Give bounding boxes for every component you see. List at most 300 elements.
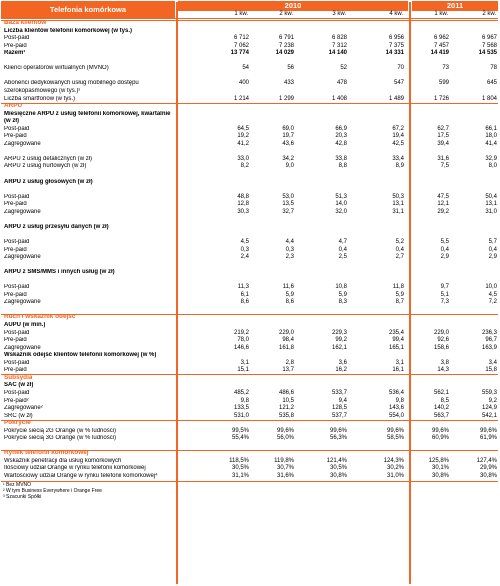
cell-value: 146,6 (233, 344, 249, 351)
cell-value: 125,8% (428, 457, 449, 464)
cell-value: 13,1 (485, 201, 497, 208)
cell-value: 124,9 (481, 405, 497, 412)
row-label: Razem¹ (4, 50, 26, 57)
row-label: szerokopasmowego (w tys.)³ (4, 87, 81, 94)
row-label: Subsydia (4, 374, 33, 381)
cell-value: 33,8 (335, 155, 347, 162)
cell-value: 2,4 (240, 254, 249, 261)
cell-value: 66,1 (485, 125, 497, 132)
cell-value: 31,1 (392, 208, 404, 215)
cell-value: 99,5% (231, 427, 249, 434)
table-row (1, 398, 498, 405)
cell-value: 554,0 (388, 412, 404, 419)
cell-value: 9,4 (338, 397, 347, 404)
row-label: Klienci operatorów wirtualnych (MVNO) (4, 65, 109, 72)
cell-value: 99,6% (276, 427, 294, 434)
cell-value: 29,2 (437, 208, 449, 215)
cell-value: 17,5 (437, 133, 449, 140)
row-label: Zagregowane (4, 208, 41, 215)
cell-value: 58,5% (386, 435, 404, 442)
cell-value: 61,9% (479, 435, 497, 442)
section-header-row (1, 375, 498, 382)
row-label: Pokrycie siecią 2G Orange (w % ludności) (4, 427, 117, 434)
cell-value: 54 (242, 65, 249, 72)
cell-value: 99,6% (479, 427, 497, 434)
subheader-row (1, 382, 498, 389)
section-header-row (1, 103, 498, 110)
cell-value: 32,9 (485, 155, 497, 162)
spacer-row (1, 216, 498, 223)
cell-value: 47,5 (437, 193, 449, 200)
cell-value: 11,8 (392, 284, 404, 291)
cell-value: 70 (397, 65, 404, 72)
cell-value: 400 (238, 80, 249, 87)
cell-value: 69,0 (282, 125, 294, 132)
cell-value: 5,9 (285, 291, 294, 298)
row-label: Post-paid (4, 125, 30, 132)
row-label: ARPU z usług przesyłu danych (w zł) (4, 223, 109, 230)
year-2011-label: 2011 (446, 1, 464, 10)
cell-value: 0,4 (488, 246, 497, 253)
cell-value: 3,1 (240, 359, 249, 366)
cell-value: 162,1 (331, 344, 347, 351)
cell-value: 66,9 (335, 125, 347, 132)
cell-value: 60,9% (431, 435, 449, 442)
spacer-row (1, 73, 498, 80)
table-row (1, 367, 498, 374)
cell-value: 7 062 (233, 42, 249, 49)
cell-value: 14 331 (385, 50, 404, 57)
cell-value: 537,7 (331, 412, 347, 419)
cell-value: 13,5 (282, 201, 294, 208)
cell-value: 478 (336, 80, 347, 87)
cell-value: 121,2 (278, 405, 294, 412)
cell-value: 4,7 (338, 238, 347, 245)
table-row (1, 299, 498, 306)
quarter-label: 1 kw. (434, 11, 448, 17)
spacer-row (1, 231, 498, 238)
cell-value: 56,3% (329, 435, 347, 442)
table-row (1, 473, 498, 480)
cell-value: 8,6 (285, 299, 294, 306)
cell-value: 163,9 (481, 344, 497, 351)
quarter-label: 4 kw. (389, 11, 403, 17)
cell-value: 547 (393, 80, 404, 87)
row-label: Pokrycie (4, 420, 31, 427)
row-label: Zagregowane (4, 254, 41, 261)
cell-value: 1 408 (331, 95, 347, 102)
cell-value: 99,6% (386, 427, 404, 434)
row-label: Wskaźnik penetracji dla usług komórkowych (4, 457, 122, 464)
cell-value: 7 238 (278, 42, 294, 49)
cell-value: 5,9 (338, 291, 347, 298)
footnote: ² W tym Business Everywhere i Orange Free (3, 487, 102, 494)
cell-value: 31,0 (485, 208, 497, 215)
year-2010-label: 2010 (284, 1, 302, 10)
cell-value: 7 312 (331, 42, 347, 49)
cell-value: 30,8% (479, 473, 497, 479)
cell-value: 55,4% (231, 435, 249, 442)
subheader-row (1, 322, 498, 329)
cell-value: 8,2 (240, 163, 249, 170)
cell-value: 140,2 (433, 405, 449, 412)
row-label: Post-paid (4, 329, 30, 336)
cell-value: 73 (442, 65, 449, 72)
cell-value: 5,9 (395, 291, 404, 298)
footnote: ³ Szacunki Spółki (3, 493, 42, 500)
cell-value: 7,3 (440, 299, 449, 306)
section-header-row (1, 314, 498, 321)
row-label: Pre-paid (4, 367, 27, 374)
cell-value: 6 828 (331, 35, 347, 42)
quarter-label: 2 kw. (482, 11, 496, 17)
row-label: Post-paid (4, 389, 30, 396)
subheader-row (1, 118, 498, 125)
cell-value: 14 535 (478, 50, 497, 57)
row-label: Zagregowane (4, 299, 41, 306)
cell-value: 52 (340, 65, 347, 72)
cell-value: 1 214 (233, 95, 249, 102)
cell-value: 41,2 (237, 140, 249, 147)
cell-value: 10,8 (335, 284, 347, 291)
spacer-row (1, 186, 498, 193)
table-row (1, 80, 498, 87)
cell-value: 12,8 (237, 201, 249, 208)
spacer-row (1, 307, 498, 314)
cell-value: 535,8 (278, 412, 294, 419)
cell-value: 127,4% (476, 457, 497, 464)
cell-value: 6 962 (433, 35, 449, 42)
cell-value: 236,3 (481, 329, 497, 336)
cell-value: 11,6 (282, 284, 294, 291)
cell-value: 18,0 (485, 133, 497, 140)
row-label: Post-paid (4, 35, 30, 42)
subheader-row (1, 269, 498, 276)
row-label: Pre-paid (4, 291, 27, 298)
cell-value: 16,1 (392, 367, 404, 374)
cell-value: 15,8 (485, 367, 497, 374)
cell-value: 9,0 (285, 163, 294, 170)
cell-value: 3,4 (488, 359, 497, 366)
row-label: Post-paid (4, 359, 30, 366)
cell-value: 5,2 (395, 238, 404, 245)
cell-value: 133,5 (233, 405, 249, 412)
cell-value: 0,4 (395, 246, 404, 253)
cell-value: 229,3 (331, 329, 347, 336)
table-row (1, 247, 498, 254)
cell-value: 43,6 (282, 140, 294, 147)
cell-value: 645 (486, 80, 497, 87)
cell-value: 533,7 (331, 389, 347, 396)
cell-value: 119,8% (274, 457, 294, 464)
cell-value: 64,5 (237, 125, 249, 132)
cell-value: 235,4 (388, 329, 404, 336)
row-label: Pre-paid (4, 201, 27, 208)
cell-value: 485,2 (233, 389, 249, 396)
footnote: ¹ Bez MVNO (3, 481, 32, 488)
cell-value: 3,8 (440, 359, 449, 366)
table-row (1, 201, 498, 208)
cell-value: 2,3 (285, 254, 294, 261)
cell-value: 29,9% (479, 465, 497, 472)
spacer-row (1, 148, 498, 155)
cell-value: 4,5 (240, 238, 249, 245)
cell-value: 124,3% (383, 457, 404, 464)
cell-value: 2,9 (488, 254, 497, 261)
cell-value: 42,5 (392, 140, 404, 147)
subheader-row (1, 352, 498, 359)
cell-value: 8,8 (338, 163, 347, 170)
cell-value: 10,5 (282, 397, 294, 404)
row-label: Liczba smartfonów (w tys.) (4, 95, 76, 102)
cell-value: 9,8 (240, 397, 249, 404)
cell-value: 128,5 (331, 405, 347, 412)
cell-value: 165,1 (388, 344, 404, 351)
table-row (1, 163, 498, 170)
row-label: Pre-paid (4, 42, 27, 49)
cell-value: 9,2 (488, 397, 497, 404)
cell-value: 39,4 (437, 140, 449, 147)
table-row (1, 96, 498, 103)
row-label: Zagregowane (4, 344, 41, 351)
cell-value: 14 029 (275, 50, 294, 57)
row-label: Pre-paid² (4, 397, 29, 404)
row-label: ARPU z usług detalicznych (w zł) (4, 155, 93, 162)
row-label: ARPU z usług hurtowych (w zł) (4, 163, 87, 170)
cell-value: 13 774 (230, 50, 249, 57)
cell-value: 62,7 (437, 125, 449, 132)
subheader-row (1, 28, 498, 35)
row-label: Baza klientów (4, 20, 47, 26)
table-row (1, 413, 498, 420)
cell-value: 5,5 (440, 238, 449, 245)
cell-value: 8,7 (395, 299, 404, 306)
cell-value: 13,7 (282, 367, 294, 374)
cell-value: 41,4 (485, 140, 497, 147)
year-2010-cell (178, 1, 408, 11)
cell-value: 0,4 (440, 246, 449, 253)
cell-value: 3,6 (338, 359, 347, 366)
cell-value: 9,8 (395, 397, 404, 404)
table-row (1, 390, 498, 397)
cell-value: 8,0 (488, 163, 497, 170)
cell-value: 0,3 (285, 246, 294, 253)
table-row (1, 194, 498, 201)
cell-value: 5,7 (488, 238, 497, 245)
table-row (1, 405, 498, 412)
cell-value: 11,3 (237, 284, 249, 291)
cell-value: 42,8 (335, 140, 347, 147)
cell-value: 229,0 (433, 329, 449, 336)
section-header-row (1, 20, 498, 27)
cell-value: 56 (287, 65, 294, 72)
quarter-label: 1 kw. (234, 11, 248, 17)
cell-value: 7 375 (388, 42, 404, 49)
year-2011-cell (412, 1, 498, 11)
cell-value: 48,8 (237, 193, 249, 200)
cell-value: 31,0% (386, 473, 404, 479)
row-label: Ilościowy udział Orange w rynku telefonii komórkowej (4, 465, 146, 472)
cell-value: 121,4% (326, 457, 347, 464)
cell-value: 5,1 (440, 291, 449, 298)
cell-value: 78,0 (237, 337, 249, 344)
cell-value: 14 140 (328, 50, 347, 57)
cell-value: 1 726 (433, 95, 449, 102)
row-label: AUPU (w min.) (4, 322, 46, 328)
cell-value: 6 956 (388, 35, 404, 42)
row-label: Liczba klientów telefonii komórkowej (w tys.) (4, 27, 133, 34)
cell-value: 143,6 (388, 405, 404, 412)
quarter-header-6 (0, 11, 497, 18)
cell-value: 50,3 (392, 193, 404, 200)
cell-value: 99,2 (335, 337, 347, 344)
cell-value: 30,7% (276, 465, 294, 472)
quarter-label: 3 kw. (332, 11, 346, 17)
row-label: ARPU z SMS/MMS i innych usług (w zł) (4, 269, 115, 276)
cell-value: 32,7 (282, 208, 294, 215)
table-row (1, 209, 498, 216)
table-row (1, 458, 498, 465)
row-label: Post-paid (4, 238, 30, 245)
cell-value: 486,6 (278, 389, 294, 396)
cell-value: 56,0% (276, 435, 294, 442)
cell-value: 1 489 (388, 95, 404, 102)
cell-value: 7,5 (440, 163, 449, 170)
cell-value: 0,3 (240, 246, 249, 253)
row-label: Miesięczne ARPU z usług telefonii komórkowej, kwartalnie (4, 110, 171, 117)
row-label: Pokrycie siecią 3G Orange (w % ludności) (4, 435, 117, 442)
cell-value: 2,8 (285, 359, 294, 366)
cell-value: 14,3 (437, 367, 449, 374)
cell-value: 78 (490, 65, 497, 72)
cell-value: 542,1 (481, 412, 497, 419)
cell-value: 20,3 (335, 133, 347, 140)
row-label: Post-paid (4, 193, 30, 200)
row-label: SRC (w zł) (4, 412, 33, 419)
cell-value: 433 (283, 80, 294, 87)
cell-value: 14 419 (430, 50, 449, 57)
table-row (1, 88, 498, 95)
cell-value: 8,3 (338, 299, 347, 306)
table-row (1, 43, 498, 50)
cell-value: 2,9 (440, 254, 449, 261)
cell-value: 33,0 (237, 155, 249, 162)
sheet-title: Telefonia komórkowa (49, 5, 127, 14)
row-label: Pre-paid (4, 337, 27, 344)
table-row (1, 284, 498, 291)
cell-value: 14,0 (335, 201, 347, 208)
row-label: Ruch i wskaźnik odejść (4, 314, 76, 321)
row-label: SAC (w zł) (4, 382, 34, 389)
cell-value: 531,0 (233, 412, 249, 419)
cell-value: 19,7 (282, 133, 294, 140)
table-bottom-rule (1, 481, 498, 482)
subheader-row (1, 179, 498, 186)
row-label: Zagregowane (4, 140, 41, 147)
cell-value: 161,8 (278, 344, 294, 351)
cell-value: 30,3 (237, 208, 249, 215)
cell-value: 32,0 (335, 208, 347, 215)
cell-value: 30,1% (431, 465, 449, 472)
table-row (1, 435, 498, 442)
quarter-label: 2 kw. (279, 11, 293, 17)
cell-value: 19,2 (237, 133, 249, 140)
cell-value: 30,5% (231, 465, 249, 472)
cell-value: 8,9 (395, 163, 404, 170)
cell-value: 6,1 (240, 291, 249, 298)
cell-value: 8,5 (440, 397, 449, 404)
column-divider-2010 (176, 2, 178, 584)
table-row (1, 239, 498, 246)
table-row (1, 465, 498, 472)
cell-value: 0,4 (338, 246, 347, 253)
cell-value: 31,6% (276, 473, 294, 479)
cell-value: 7,2 (488, 299, 497, 306)
cell-value: 99,6% (431, 427, 449, 434)
cell-value: 229,0 (278, 329, 294, 336)
cell-value: 118,5% (229, 457, 249, 464)
table-row (1, 292, 498, 299)
cell-value: 219,2 (233, 329, 249, 336)
row-label: Post-paid (4, 284, 30, 291)
table-row (1, 330, 498, 337)
cell-value: 4,4 (285, 238, 294, 245)
table-row (1, 337, 498, 344)
cell-value: 67,2 (392, 125, 404, 132)
cell-value: 31,6 (437, 155, 449, 162)
section-header-row (1, 420, 498, 427)
cell-value: 9,7 (440, 284, 449, 291)
cell-value: 53,0 (282, 193, 294, 200)
cell-value: 559,3 (481, 389, 497, 396)
row-label: (w zł) (4, 118, 19, 125)
cell-value: 13,1 (392, 201, 404, 208)
cell-value: 536,4 (388, 389, 404, 396)
cell-value: 30,8% (329, 473, 347, 479)
cell-value: 8,6 (240, 299, 249, 306)
table-row (1, 126, 498, 133)
cell-value: 563,7 (433, 412, 449, 419)
cell-value: 6 712 (233, 35, 249, 42)
cell-value: 16,2 (335, 367, 347, 374)
row-label: Pre-paid (4, 246, 27, 253)
table-row (1, 35, 498, 42)
row-label: ARPU z usług głosowych (w zł) (4, 178, 93, 185)
table-row (1, 254, 498, 261)
table-row (1, 428, 498, 435)
table-row (1, 141, 498, 148)
cell-value: 562,1 (433, 389, 449, 396)
spacer-row (1, 171, 498, 178)
cell-value: 15,1 (237, 367, 249, 374)
cell-value: 158,6 (433, 344, 449, 351)
cell-value: 92,6 (437, 337, 449, 344)
spacer-row (1, 277, 498, 284)
cell-value: 96,7 (485, 337, 497, 344)
cell-value: 10,0 (485, 284, 497, 291)
cell-value: 1 299 (278, 95, 294, 102)
row-label: Abonenci dedykowanych usług mobilnego dostępu (4, 80, 139, 87)
table-row (1, 50, 498, 57)
section-header-row (1, 450, 498, 457)
cell-value: 6 791 (278, 35, 294, 42)
spacer-row (1, 58, 498, 65)
column-divider-2011 (409, 2, 411, 584)
row-label: Wskaźnik odejść klientów telefonii komórkowej (w %) (4, 352, 157, 359)
cell-value: 7 568 (481, 42, 497, 49)
cell-value: 30,8% (431, 473, 449, 479)
cell-value: 7 457 (433, 42, 449, 49)
